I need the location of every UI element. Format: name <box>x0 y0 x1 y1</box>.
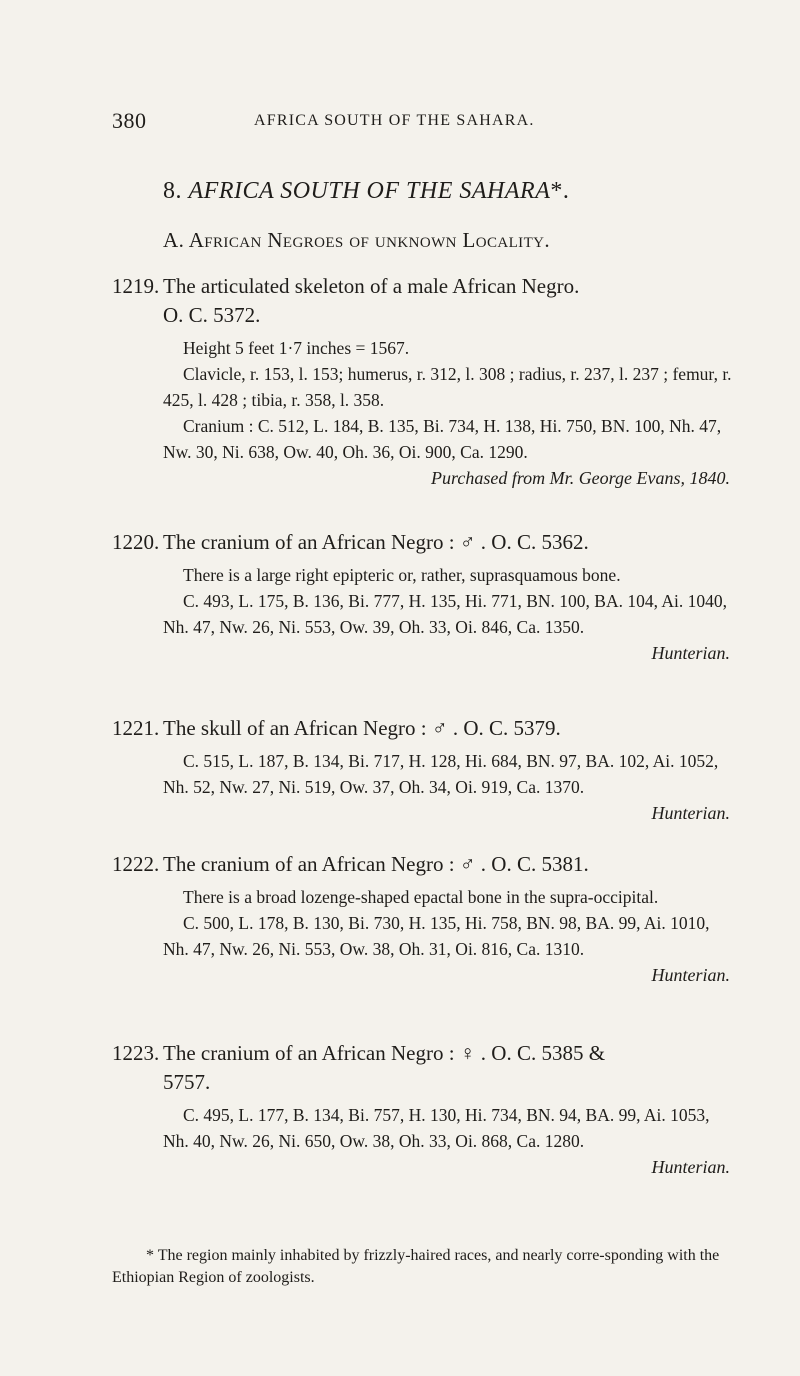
catalogue-entry <box>112 272 732 491</box>
entry-source: Hunterian. <box>651 803 730 823</box>
detail-paragraph: There is a large right epipteric or, rather, suprasquamous bone. <box>183 565 621 585</box>
running-head <box>112 108 712 136</box>
detail-paragraph: C. 493, L. 175, B. 136, Bi. 777, H. 135, Hi. 771, BN. 100, BA. 104, Ai. 1040, Nh. 47, Nw. 26, Ni. 553, Ow. 39, Oh. 33, Oi. 846, Ca. 1350. <box>163 591 727 637</box>
entry-heading-line: The cranium of an African Negro : ♂ . O. C. 5362. <box>163 530 589 554</box>
catalogue-entry <box>112 850 732 988</box>
catalogue-entry <box>112 528 732 666</box>
entry-source: Hunterian. <box>651 1157 730 1177</box>
entry-details <box>112 1102 732 1180</box>
detail-paragraph: Cranium : C. 512, L. 184, B. 135, Bi. 734, H. 138, Hi. 750, BN. 100, Nh. 47, Nw. 30, Ni. 638, Ow. 40, Oh. 36, Oi. 900, Ca. 1290. <box>163 416 722 462</box>
entry-number: 1220. <box>112 530 160 554</box>
entry-number: 1222. <box>112 852 160 876</box>
entry-details <box>112 884 732 988</box>
page-number: 380 <box>112 108 147 133</box>
entry-heading <box>112 850 732 879</box>
entry-heading <box>112 1039 732 1097</box>
entry-heading <box>112 528 732 557</box>
footnote-marker: *. <box>550 178 570 204</box>
entry-source: Hunterian. <box>651 643 730 663</box>
catalogue-entry <box>112 714 732 826</box>
entry-heading-line: 5757. <box>163 1070 211 1094</box>
entry-source: Purchased from Mr. George Evans, 1840. <box>431 468 730 488</box>
entry-number: 1219. <box>112 274 160 298</box>
section-number: 8. <box>163 178 182 204</box>
section-title <box>163 178 569 205</box>
footnote: * The region mainly inhabited by frizzly-haired races, and nearly corre-sponding with the Ethiopian Region of zoologists. <box>112 1247 720 1286</box>
entry-source: Hunterian. <box>651 965 730 985</box>
entry-heading-line: The skull of an African Negro : ♂ . O. C. 5379. <box>163 716 561 740</box>
detail-paragraph: C. 495, L. 177, B. 134, Bi. 757, H. 130, Hi. 734, BN. 94, BA. 99, Ai. 1053, Nh. 40, Nw. 26, Ni. 650, Ow. 38, Oh. 33, Oi. 868, Ca. 1280. <box>163 1105 710 1151</box>
entry-number: 1221. <box>112 716 160 740</box>
entry-heading-line: The cranium of an African Negro : ♂ . O. C. 5381. <box>163 852 589 876</box>
entry-heading-line: The articulated skeleton of a male African Negro. <box>163 274 580 298</box>
detail-paragraph: There is a broad lozenge-shaped epactal bone in the supra-occipital. <box>183 887 659 907</box>
entry-number: 1223. <box>112 1041 160 1065</box>
detail-paragraph: Clavicle, r. 153, l. 153; humerus, r. 312, l. 308 ; radius, r. 237, l. 237 ; femur, r. 425, l. 428 ; tibia, r. 358, l. 358. <box>163 364 732 410</box>
entry-heading <box>112 272 732 330</box>
entry-details <box>112 335 732 491</box>
entry-heading <box>112 714 732 743</box>
section-title-text: AFRICA SOUTH OF THE SAHARA <box>188 178 551 204</box>
detail-paragraph: C. 515, L. 187, B. 134, Bi. 717, H. 128, Hi. 684, BN. 97, BA. 102, Ai. 1052, Nh. 52, Nw. 27, Ni. 519, Ow. 37, Oh. 34, Oi. 919, Ca. 1370. <box>163 751 719 797</box>
entry-details <box>112 748 732 826</box>
subsection-title: A. African Negroes of unknown Locality. <box>163 228 551 252</box>
running-title: AFRICA SOUTH OF THE SAHARA. <box>254 112 535 129</box>
entry-heading-line: O. C. 5372. <box>163 303 261 327</box>
detail-paragraph: C. 500, L. 178, B. 130, Bi. 730, H. 135, Hi. 758, BN. 98, BA. 99, Ai. 1010, Nh. 47, Nw. 26, Ni. 553, Ow. 38, Oh. 31, Oi. 816, Ca. 1310. <box>163 913 710 959</box>
catalogue-entry <box>112 1039 732 1180</box>
entry-heading-line: The cranium of an African Negro : ♀ . O. C. 5385 & <box>163 1041 606 1065</box>
entry-details <box>112 562 732 666</box>
detail-paragraph: Height 5 feet 1·7 inches = 1567. <box>183 338 410 358</box>
